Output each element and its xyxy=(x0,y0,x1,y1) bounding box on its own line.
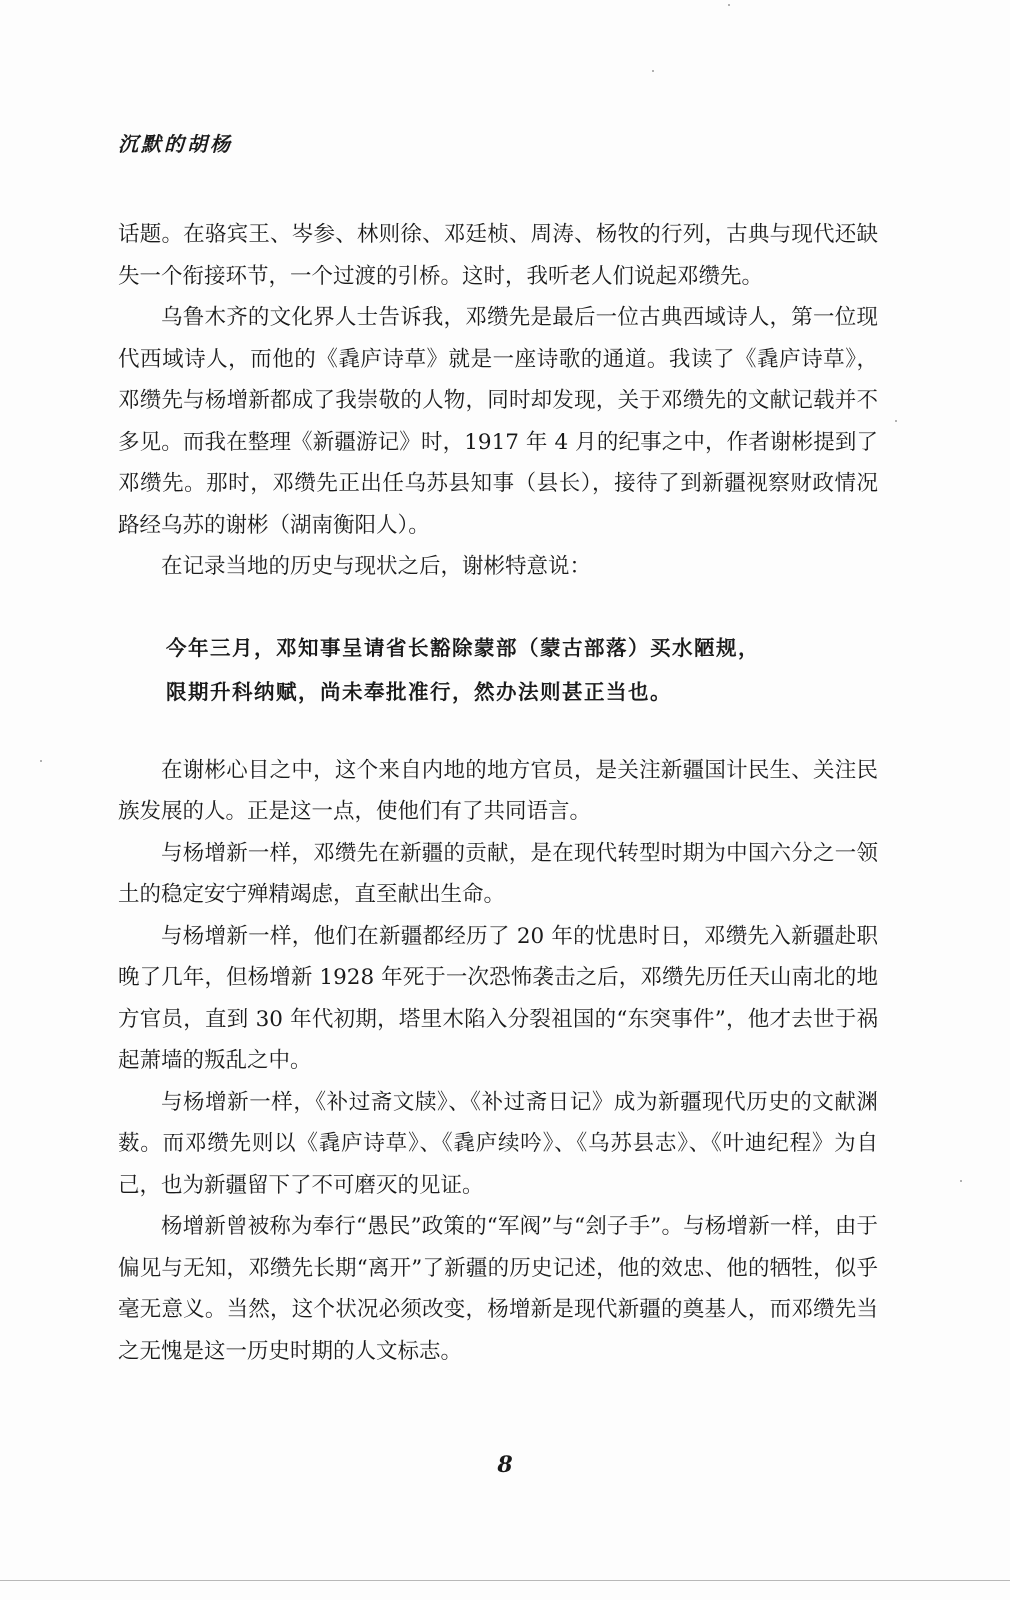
scan-speck xyxy=(728,4,730,6)
scan-speck xyxy=(895,420,897,422)
paragraph: 杨增新曾被称为奉行“愚民”政策的“军阀”与“刽子手”。与杨增新一样，由于偏见与无知，邓缵先长期“离开”了新疆的历史记述，他的效忠、他的牺牲，似乎毫无意义。当然，这个状况必须改变，杨增新是现代新疆的奠基人，而邓缵先当之无愧是这一历史时期的人文标志。 xyxy=(118,1214,878,1364)
block-quote xyxy=(118,626,878,714)
paragraph: 与杨增新一样，《补过斋文牍》、《补过斋日记》成为新疆现代历史的文献渊薮。而邓缵先则以《毳庐诗草》、《毳庐续吟》、《乌苏县志》、《叶迪纪程》为自己，也为新疆留下了不可磨灭的见证。 xyxy=(118,1089,878,1198)
scan-edge-line xyxy=(0,1580,1010,1581)
scan-speck xyxy=(40,760,42,762)
paragraph: 乌鲁木齐的文化界人士告诉我，邓缵先是最后一位古典西域诗人，第一位现代西域诗人，而他的《毳庐诗草》就是一座诗歌的通道。我读了《毳庐诗草》，邓缵先与杨增新都成了我崇敬的人物，同时却发现，关于邓缵先的文献记载并不多见。而我在整理《新疆游记》时，1917 年 4 月的纪事之中，作者谢彬提到了邓缵先。那时，邓缵先正出任乌苏县知事（县长），接待了到新疆视察财政情况路经乌苏的谢彬（湖南衡阳人）。 xyxy=(118,305,878,538)
paragraph: 在记录当地的历史与现状之后，谢彬特意说： xyxy=(161,554,592,579)
paragraph: 与杨增新一样，他们在新疆都经历了 20 年的忧患时日，邓缵先入新疆赴职晚了几年，但杨增新 1928 年死于一次恐怖袭击之后，邓缵先历任天山南北的地方官员，直到 30 年代初期，塔里木陷入分裂祖国的“东突事件”，他才去世于祸起萧墙的叛乱之中。 xyxy=(118,923,878,1073)
quote-line: 今年三月，邓知事呈请省长豁除蒙部（蒙古部落）买水陋规， xyxy=(166,635,760,660)
page-number: 8 xyxy=(497,1452,513,1478)
paragraph: 与杨增新一样，邓缵先在新疆的贡献，是在现代转型时期为中国六分之一领土的稳定安宁殚精竭虑，直至献出生命。 xyxy=(118,840,878,907)
quote-line: 限期升科纳赋，尚未奉批准行，然办法则甚正当也。 xyxy=(166,679,672,704)
scan-speck xyxy=(652,70,654,72)
body-text xyxy=(118,214,878,1372)
paragraph: 话题。在骆宾王、岑参、林则徐、邓廷桢、周涛、杨牧的行列，古典与现代还缺失一个衔接环节，一个过渡的引桥。这时，我听老人们说起邓缵先。 xyxy=(118,222,878,289)
paragraph: 在谢彬心目之中，这个来自内地的地方官员，是关注新疆国计民生、关注民族发展的人。正是这一点，使他们有了共同语言。 xyxy=(118,757,878,824)
running-head: 沉默的胡杨 xyxy=(118,132,233,156)
scan-speck xyxy=(960,1180,962,1182)
